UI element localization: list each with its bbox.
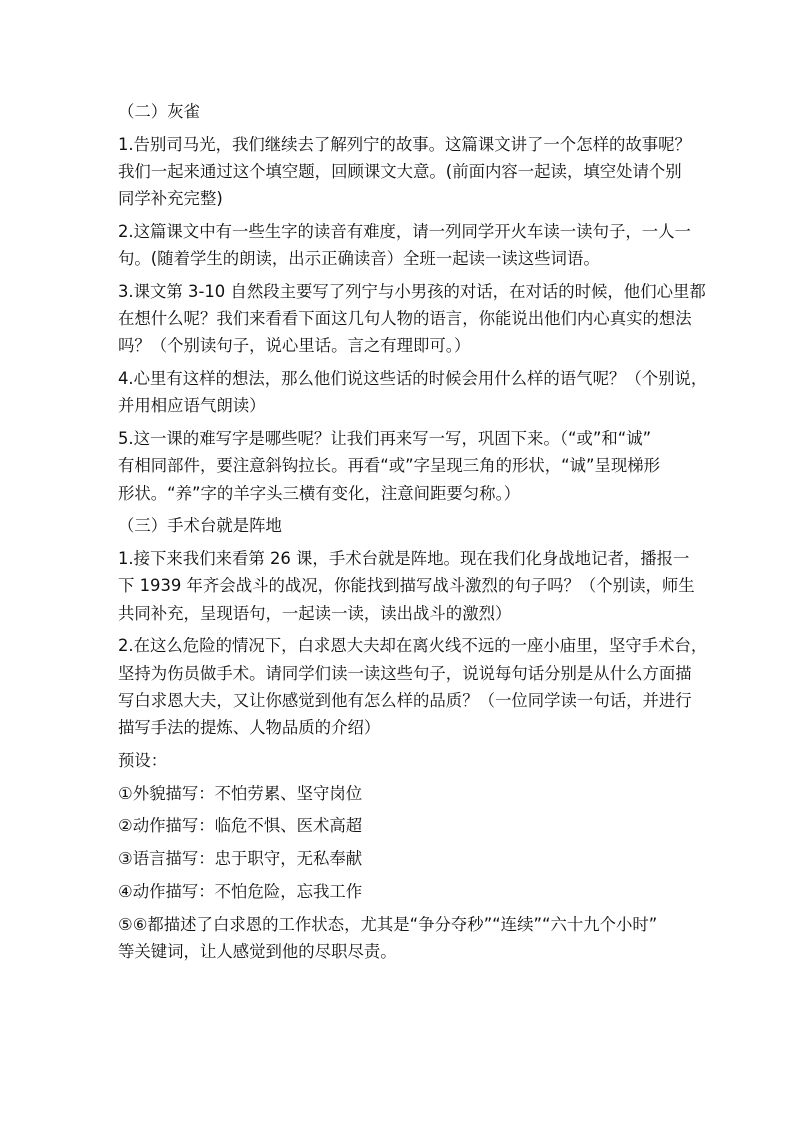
- paragraph-line: 下 1939 年齐会战斗的战况，你能找到描写战斗激烈的句子吗？（个别读，师生: [118, 576, 695, 596]
- preset-label: 预设：: [118, 750, 168, 770]
- paragraph-line: 在想什么呢？我们来看看下面这几句人物的语言，你能说出他们内心真实的想法: [118, 309, 692, 329]
- paragraph-line: 描写手法的提炼、人物品质的介绍）: [118, 718, 381, 738]
- preset-item: ③语言描写：忠于职守，无私奉献: [118, 849, 363, 869]
- paragraph-line: 形状。“养”字的羊字头三横有变化，注意间距要匀称。）: [118, 483, 521, 503]
- paragraph-line: 1.告别司马光，我们继续去了解列宁的故事。这篇课文讲了一个怎样的故事呢？: [118, 134, 691, 154]
- paragraph-line: 有相同部件，要注意斜钩拉长。再看“或”字呈现三角的形状，“诚”呈现梯形: [118, 456, 661, 476]
- paragraph-line: 吗？（个别读句子，说心里话。言之有理即可。）: [118, 336, 471, 356]
- section-heading-huique: （二）灰雀: [118, 102, 200, 121]
- paragraph-line: 5.这一课的难写字是哪些呢？让我们再来写一写，巩固下来。（“或”和“诚”: [118, 429, 652, 449]
- preset-item: ④动作描写：不怕危险，忘我工作: [118, 882, 363, 901]
- paragraph-line: ⑤⑥都描述了白求恩的工作状态，尤其是“争分夺秒”“连续”“六十九个小时”: [118, 914, 658, 934]
- paragraph-line: 2.这篇课文中有一些生字的读音有难度，请一列同学开火车读一读句子，一人一: [118, 222, 691, 241]
- section-heading-operating-table: （三）手术台就是阵地: [118, 516, 282, 536]
- paragraph-line: 3.课文第 3-10 自然段主要写了列宁与小男孩的对话，在对话的时候，他们心里都: [118, 282, 706, 301]
- paragraph-line: 共同补充，呈现语句，一起读一读，读出战斗的激烈）: [118, 603, 512, 623]
- paragraph-line: 并用相应语气朗读）: [118, 396, 266, 416]
- paragraph-line: 同学补充完整): [118, 189, 223, 209]
- paragraph-line: 2.在这么危险的情况下，白求恩大夫却在离火线不远的一座小庙里，坚守手术台，: [118, 636, 708, 656]
- preset-item: ②动作描写：临危不惧、医术高超: [118, 816, 363, 836]
- paragraph-line: 句。(随着学生的朗读，出示正确读音）全班一起读一读这些词语。: [118, 249, 600, 269]
- paragraph-line: 等关键词，让人感觉到他的尽职尽责。: [118, 942, 397, 961]
- paragraph-line: 1.接下来我们来看第 26 课，手术台就是阵地。现在我们化身战地记者，播报一: [118, 549, 690, 569]
- paragraph-line: 坚持为伤员做手术。请同学们读一读这些句子，说说每句话分别是从什么方面描: [118, 663, 692, 683]
- document-body: [118, 98, 708, 965]
- paragraph-line: 我们一起来通过这个填空题，回顾课文大意。(前面内容一起读，填空处请个别: [118, 162, 682, 181]
- paragraph-line: 4.心里有这样的想法，那么他们说这些话的时候会用什么样的语气呢？（个别说，: [118, 369, 708, 389]
- paragraph-line: 写白求恩大夫，又让你感觉到他有怎么样的品质？（一位同学读一句话，并进行: [118, 690, 692, 710]
- preset-item: ①外貌描写：不怕劳累、坚守岗位: [118, 783, 363, 803]
